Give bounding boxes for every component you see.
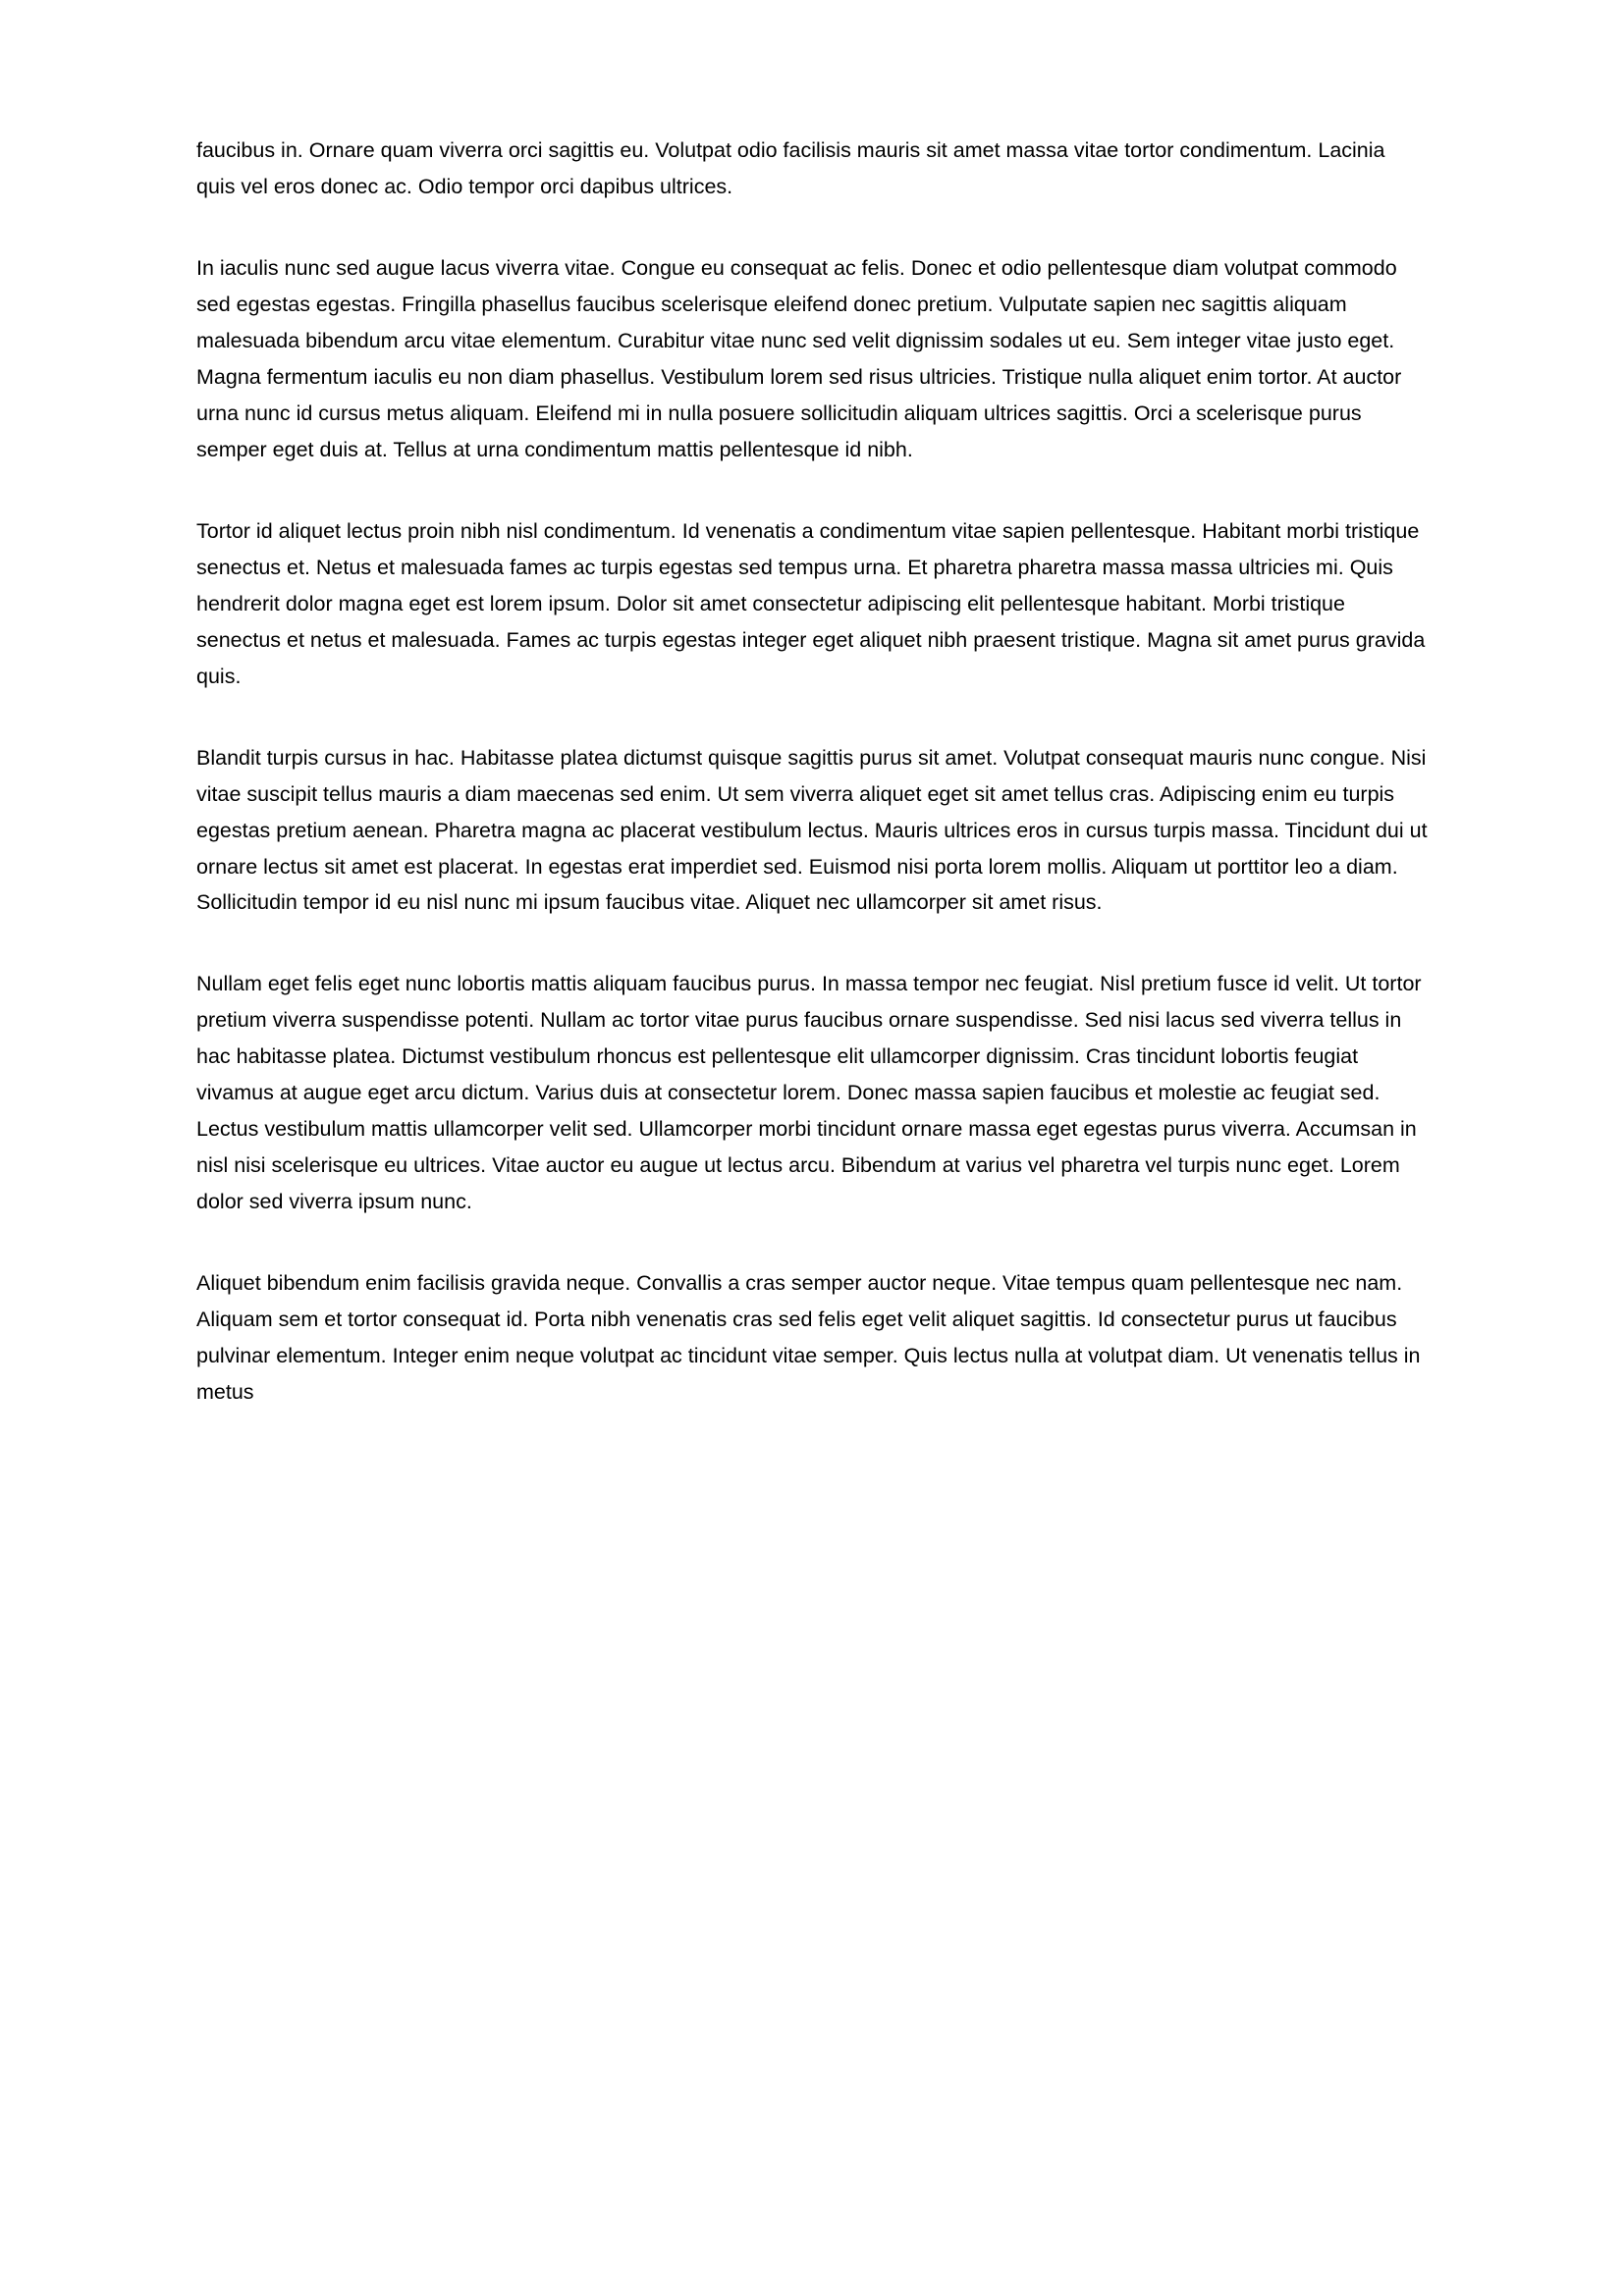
paragraph: Blandit turpis cursus in hac. Habitasse platea dictumst quisque sagittis purus sit amet. Volutpat consequat mauris nunc congue. Nisi vitae suscipit tellus mauris a diam maecenas sed enim. Ut sem viverra aliquet eget sit amet tellus cras. Adipiscing enim eu turpis egestas pretium aenean. Pharetra magna ac placerat vestibulum lectus. Mauris ultrices eros in cursus turpis massa. Tincidunt dui ut ornare lectus sit amet est placerat. In egestas erat imperdiet sed. Euismod nisi porta lorem mollis. Aliquam ut porttitor leo a diam. Sollicitudin tempor id eu nisl nunc mi ipsum faucibus vitae. Aliquet nec ullamcorper sit amet risus. bbox=[196, 745, 1428, 915]
document-body bbox=[196, 133, 1428, 1411]
paragraph: Nullam eget felis eget nunc lobortis mattis aliquam faucibus purus. In massa tempor nec feugiat. Nisl pretium fusce id velit. Ut tortor pretium viverra suspendisse potenti. Nullam ac tortor vitae purus faucibus ornare suspendisse. Sed nisi lacus sed viverra tellus in hac habitasse platea. Dictumst vestibulum rhoncus est pellentesque elit ullamcorper dignissim. Cras tincidunt lobortis feugiat vivamus at augue eget arcu dictum. Varius duis at consectetur lorem. Donec massa sapien faucibus et molestie ac feugiat sed. Lectus vestibulum mattis ullamcorper velit sed. Ullamcorper morbi tincidunt ornare massa eget egestas purus viverra. Accumsan in nisl nisi scelerisque eu ultrices. Vitae auctor eu augue ut lectus arcu. Bibendum at varius vel pharetra vel turpis nunc eget. Lorem dolor sed viverra ipsum nunc. bbox=[196, 972, 1422, 1214]
paragraph: In iaculis nunc sed augue lacus viverra vitae. Congue eu consequat ac felis. Donec et odio pellentesque diam volutpat commodo sed egestas egestas. Fringilla phasellus faucibus scelerisque eleifend donec pretium. Vulputate sapien nec sagittis aliquam malesuada bibendum arcu vitae elementum. Curabitur vitae nunc sed velit dignissim sodales ut eu. Sem integer vitae justo eget. Magna fermentum iaculis eu non diam phasellus. Vestibulum lorem sed risus ultricies. Tristique nulla aliquet enim tortor. At auctor urna nunc id cursus metus aliquam. Eleifend mi in nulla posuere sollicitudin aliquam ultrices sagittis. Orci a scelerisque purus semper eget duis at. Tellus at urna condimentum mattis pellentesque id nibh. bbox=[196, 255, 1402, 461]
paragraph: Tortor id aliquet lectus proin nibh nisl condimentum. Id venenatis a condimentum vitae sapien pellentesque. Habitant morbi tristique senectus et. Netus et malesuada fames ac turpis egestas sed tempus urna. Et pharetra pharetra massa massa ultricies mi. Quis hendrerit dolor magna eget est lorem ipsum. Dolor sit amet consectetur adipiscing elit pellentesque habitant. Morbi tristique senectus et netus et malesuada. Fames ac turpis egestas integer eget aliquet nibh praesent tristique. Magna sit amet purus gravida quis. bbox=[196, 518, 1426, 688]
paragraph: Aliquet bibendum enim facilisis gravida neque. Convallis a cras semper auctor neque. Vitae tempus quam pellentesque nec nam. Aliquam sem et tortor consequat id. Porta nibh venenatis cras sed felis eget velit aliquet sagittis. Id consectetur purus ut faucibus pulvinar elementum. Integer enim neque volutpat ac tincidunt vitae semper. Quis lectus nulla at volutpat diam. Ut venenatis tellus in metus bbox=[196, 1271, 1421, 1405]
paragraph: faucibus in. Ornare quam viverra orci sagittis eu. Volutpat odio facilisis mauris sit amet massa vitae tortor condimentum. Lacinia quis vel eros donec ac. Odio tempor orci dapibus ultrices. bbox=[196, 138, 1385, 198]
